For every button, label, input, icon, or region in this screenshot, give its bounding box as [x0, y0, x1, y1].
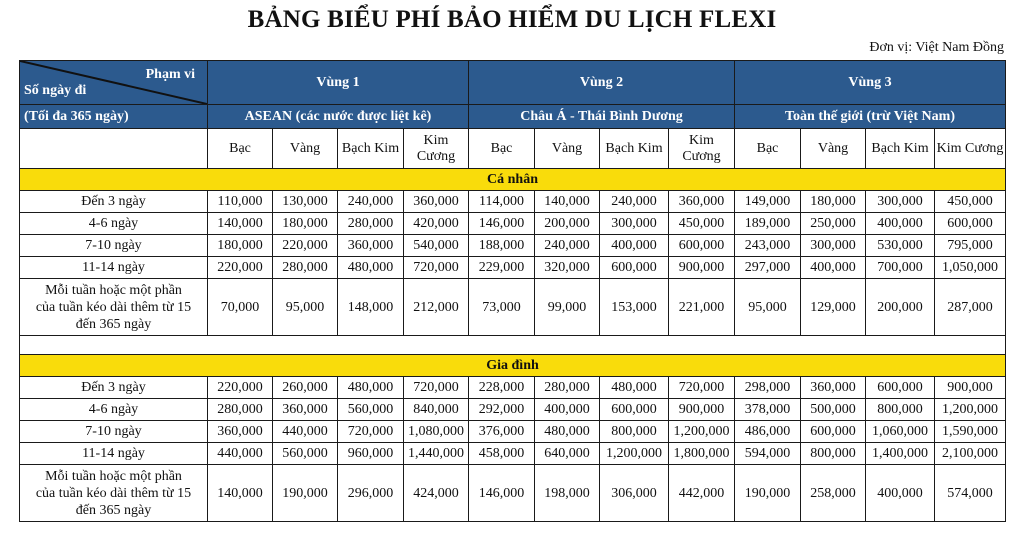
premium-cell: 700,000: [866, 257, 935, 279]
premium-cell: 795,000: [935, 235, 1006, 257]
premium-cell: 360,000: [208, 421, 273, 443]
premium-cell: 110,000: [208, 191, 273, 213]
table-row: [20, 257, 1006, 279]
empty-cell: [20, 129, 208, 169]
premium-cell: 720,000: [404, 377, 469, 399]
duration-cell: 11-14 ngày: [20, 443, 208, 465]
premium-cell: 1,800,000: [669, 443, 735, 465]
premium-cell: 200,000: [535, 213, 600, 235]
plan-header-vang: Vàng: [273, 129, 338, 169]
premium-cell: 140,000: [535, 191, 600, 213]
duration-cell: Đến 3 ngày: [20, 191, 208, 213]
premium-cell: 720,000: [338, 421, 404, 443]
table-row: [20, 213, 1006, 235]
premium-cell: 146,000: [469, 213, 535, 235]
premium-cell: 480,000: [338, 257, 404, 279]
premium-cell: 250,000: [801, 213, 866, 235]
scope-label: Phạm vi: [145, 67, 195, 82]
premium-cell: 220,000: [208, 377, 273, 399]
premium-cell: 540,000: [404, 235, 469, 257]
premium-cell: 1,200,000: [600, 443, 669, 465]
premium-cell: 420,000: [404, 213, 469, 235]
premium-cell: 180,000: [273, 213, 338, 235]
page-title: BẢNG BIỂU PHÍ BẢO HIỂM DU LỊCH FLEXI: [247, 6, 777, 33]
table-row: [20, 279, 1006, 336]
premium-cell: 442,000: [669, 465, 735, 522]
table-row: [20, 421, 1006, 443]
premium-cell: 99,000: [535, 279, 600, 336]
premium-cell: 480,000: [535, 421, 600, 443]
plan-header-row: [20, 129, 1006, 169]
premium-cell: 900,000: [669, 257, 735, 279]
premium-cell: 188,000: [469, 235, 535, 257]
zone-1-header: Vùng 1: [208, 61, 469, 105]
premium-cell: 450,000: [935, 191, 1006, 213]
premium-cell: 180,000: [801, 191, 866, 213]
corner-header-cell: [20, 61, 208, 105]
plan-header-bac: Bạc: [208, 129, 273, 169]
plan-header-kim-cuong: Kim Cương: [404, 129, 469, 169]
duration-cell: Mỗi tuần hoặc một phần của tuần kéo dài thêm từ 15 đến 365 ngày: [20, 279, 208, 336]
premium-cell: 292,000: [469, 399, 535, 421]
premium-cell: 800,000: [866, 399, 935, 421]
premium-table: [19, 60, 1006, 522]
table-row: [20, 235, 1006, 257]
section-label: Cá nhân: [20, 169, 1006, 191]
premium-cell: 297,000: [735, 257, 801, 279]
premium-cell: 129,000: [801, 279, 866, 336]
premium-cell: 73,000: [469, 279, 535, 336]
premium-cell: 280,000: [208, 399, 273, 421]
spacer-row: [20, 336, 1006, 355]
premium-cell: 95,000: [735, 279, 801, 336]
plan-header-vang: Vàng: [801, 129, 866, 169]
premium-cell: 560,000: [273, 443, 338, 465]
currency-unit-note: Đơn vị: Việt Nam Đồng: [869, 40, 1004, 55]
premium-cell: 240,000: [535, 235, 600, 257]
plan-header-vang: Vàng: [535, 129, 600, 169]
premium-cell: 360,000: [404, 191, 469, 213]
premium-cell: 280,000: [338, 213, 404, 235]
premium-cell: 600,000: [600, 257, 669, 279]
premium-cell: 300,000: [600, 213, 669, 235]
premium-cell: 440,000: [273, 421, 338, 443]
premium-cell: 228,000: [469, 377, 535, 399]
premium-cell: 229,000: [469, 257, 535, 279]
premium-cell: 640,000: [535, 443, 600, 465]
plan-header-bac: Bạc: [469, 129, 535, 169]
premium-cell: 220,000: [208, 257, 273, 279]
premium-cell: 720,000: [404, 257, 469, 279]
duration-cell: 4-6 ngày: [20, 399, 208, 421]
plan-header-bac: Bạc: [735, 129, 801, 169]
premium-cell: 360,000: [669, 191, 735, 213]
duration-cell: 11-14 ngày: [20, 257, 208, 279]
zone-scope-row: [20, 105, 1006, 129]
zone-3-scope: Toàn thế giới (trừ Việt Nam): [735, 105, 1006, 129]
premium-cell: 148,000: [338, 279, 404, 336]
premium-cell: 180,000: [208, 235, 273, 257]
duration-cell: 7-10 ngày: [20, 421, 208, 443]
premium-cell: 296,000: [338, 465, 404, 522]
max-days-label: (Tối đa 365 ngày): [20, 105, 208, 129]
plan-header-bach-kim: Bạch Kim: [600, 129, 669, 169]
premium-cell: 594,000: [735, 443, 801, 465]
premium-cell: 258,000: [801, 465, 866, 522]
zone-1-scope: ASEAN (các nước được liệt kê): [208, 105, 469, 129]
premium-cell: 376,000: [469, 421, 535, 443]
section-label: Gia đình: [20, 355, 1006, 377]
premium-cell: 400,000: [866, 465, 935, 522]
premium-cell: 400,000: [801, 257, 866, 279]
premium-cell: 1,200,000: [669, 421, 735, 443]
premium-cell: 190,000: [735, 465, 801, 522]
premium-cell: 378,000: [735, 399, 801, 421]
spacer-cell: [20, 336, 1006, 355]
premium-cell: 574,000: [935, 465, 1006, 522]
plan-header-bach-kim: Bạch Kim: [338, 129, 404, 169]
duration-cell: Mỗi tuần hoặc một phần của tuần kéo dài thêm từ 15 đến 365 ngày: [20, 465, 208, 522]
premium-cell: 189,000: [735, 213, 801, 235]
premium-cell: 190,000: [273, 465, 338, 522]
premium-cell: 240,000: [600, 191, 669, 213]
premium-cell: 149,000: [735, 191, 801, 213]
premium-cell: 530,000: [866, 235, 935, 257]
premium-cell: 400,000: [866, 213, 935, 235]
premium-cell: 720,000: [669, 377, 735, 399]
section-band: [20, 169, 1006, 191]
premium-cell: 306,000: [600, 465, 669, 522]
premium-cell: 600,000: [866, 377, 935, 399]
zone-2-header: Vùng 2: [469, 61, 735, 105]
table-row: [20, 191, 1006, 213]
plan-header-bach-kim: Bạch Kim: [866, 129, 935, 169]
duration-cell: Đến 3 ngày: [20, 377, 208, 399]
premium-cell: 400,000: [600, 235, 669, 257]
table-row: [20, 377, 1006, 399]
table-row: [20, 465, 1006, 522]
premium-cell: 600,000: [801, 421, 866, 443]
premium-cell: 500,000: [801, 399, 866, 421]
premium-cell: 153,000: [600, 279, 669, 336]
premium-cell: 600,000: [935, 213, 1006, 235]
premium-cell: 198,000: [535, 465, 600, 522]
premium-cell: 280,000: [535, 377, 600, 399]
premium-cell: 1,060,000: [866, 421, 935, 443]
zone-2-scope: Châu Á - Thái Bình Dương: [469, 105, 735, 129]
premium-cell: 287,000: [935, 279, 1006, 336]
premium-cell: 450,000: [669, 213, 735, 235]
premium-cell: 146,000: [469, 465, 535, 522]
plan-header-kim-cuong: Kim Cương: [935, 129, 1006, 169]
premium-cell: 300,000: [801, 235, 866, 257]
premium-cell: 70,000: [208, 279, 273, 336]
premium-cell: 560,000: [338, 399, 404, 421]
zone-header-row: [20, 61, 1006, 105]
premium-cell: 1,200,000: [935, 399, 1006, 421]
duration-cell: 7-10 ngày: [20, 235, 208, 257]
premium-cell: 480,000: [600, 377, 669, 399]
premium-cell: 243,000: [735, 235, 801, 257]
premium-cell: 840,000: [404, 399, 469, 421]
premium-cell: 458,000: [469, 443, 535, 465]
premium-cell: 440,000: [208, 443, 273, 465]
premium-cell: 130,000: [273, 191, 338, 213]
premium-cell: 960,000: [338, 443, 404, 465]
premium-cell: 200,000: [866, 279, 935, 336]
premium-cell: 298,000: [735, 377, 801, 399]
premium-cell: 300,000: [866, 191, 935, 213]
premium-cell: 1,440,000: [404, 443, 469, 465]
premium-cell: 600,000: [600, 399, 669, 421]
section-band: [20, 355, 1006, 377]
premium-cell: 240,000: [338, 191, 404, 213]
premium-cell: 800,000: [801, 443, 866, 465]
plan-header-kim-cuong: Kim Cương: [669, 129, 735, 169]
premium-cell: 1,400,000: [866, 443, 935, 465]
premium-cell: 221,000: [669, 279, 735, 336]
premium-cell: 400,000: [535, 399, 600, 421]
premium-cell: 360,000: [338, 235, 404, 257]
premium-cell: 360,000: [801, 377, 866, 399]
premium-cell: 2,100,000: [935, 443, 1006, 465]
premium-cell: 320,000: [535, 257, 600, 279]
premium-cell: 480,000: [338, 377, 404, 399]
premium-cell: 800,000: [600, 421, 669, 443]
premium-cell: 1,590,000: [935, 421, 1006, 443]
premium-cell: 424,000: [404, 465, 469, 522]
premium-cell: 260,000: [273, 377, 338, 399]
premium-cell: 360,000: [273, 399, 338, 421]
premium-cell: 900,000: [935, 377, 1006, 399]
premium-cell: 280,000: [273, 257, 338, 279]
premium-cell: 486,000: [735, 421, 801, 443]
days-label: Số ngày đi: [24, 83, 87, 98]
premium-cell: 140,000: [208, 465, 273, 522]
premium-cell: 1,050,000: [935, 257, 1006, 279]
table-row: [20, 399, 1006, 421]
premium-cell: 95,000: [273, 279, 338, 336]
premium-cell: 114,000: [469, 191, 535, 213]
premium-cell: 212,000: [404, 279, 469, 336]
duration-cell: 4-6 ngày: [20, 213, 208, 235]
table-row: [20, 443, 1006, 465]
premium-cell: 600,000: [669, 235, 735, 257]
premium-cell: 140,000: [208, 213, 273, 235]
premium-cell: 220,000: [273, 235, 338, 257]
zone-3-header: Vùng 3: [735, 61, 1006, 105]
premium-cell: 900,000: [669, 399, 735, 421]
premium-cell: 1,080,000: [404, 421, 469, 443]
